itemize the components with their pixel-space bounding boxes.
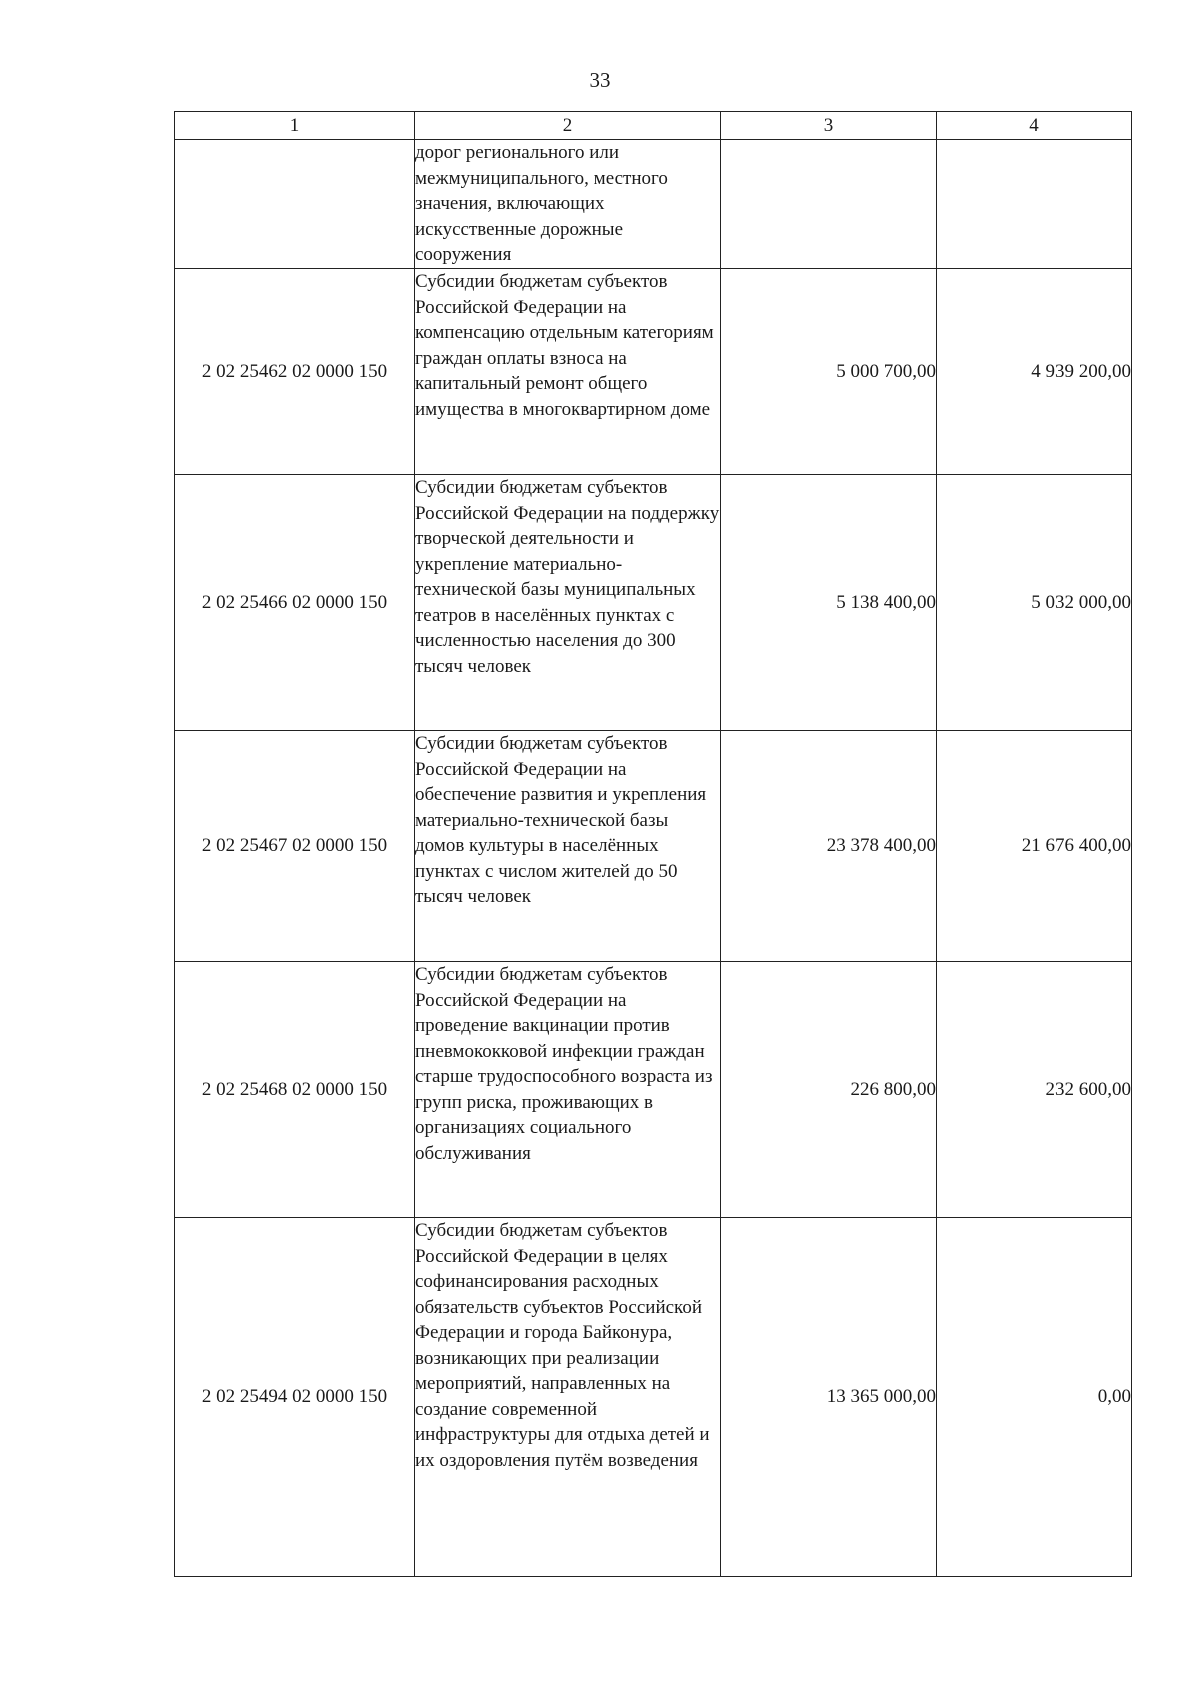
- column-header-1: 1: [175, 112, 415, 140]
- budget-code-cell: 2 02 25462 02 0000 150: [175, 269, 415, 475]
- budget-code-cell: 2 02 25494 02 0000 150: [175, 1218, 415, 1577]
- amount-col4-cell: 232 600,00: [937, 962, 1132, 1218]
- table-row: [175, 140, 1132, 269]
- description-cell: дорог регионального или межмуниципального, местного значения, включающих искусственные дорожные сооружения: [415, 140, 721, 269]
- description-cell: Субсидии бюджетам субъектов Российской Федерации на проведение вакцинации против пневмококковой инфекции граждан старше трудоспособного возраста из групп риска, проживающих в организациях социального обслуживания: [415, 962, 721, 1218]
- budget-code-cell: [175, 140, 415, 269]
- budget-table: [174, 111, 1132, 1577]
- amount-col4-cell: [937, 140, 1132, 269]
- budget-code-cell: 2 02 25466 02 0000 150: [175, 475, 415, 731]
- table-row: [175, 269, 1132, 475]
- column-header-3: 3: [721, 112, 937, 140]
- budget-code-cell: 2 02 25468 02 0000 150: [175, 962, 415, 1218]
- amount-col4-cell: 4 939 200,00: [937, 269, 1132, 475]
- description-cell: Субсидии бюджетам субъектов Российской Федерации в целях софинансирования расходных обязательств субъектов Российской Федерации и города Байконура, возникающих при реализации мероприятий, направленных на создание современной инфраструктуры для отдыха детей и их оздоровления путём возведения: [415, 1218, 721, 1577]
- table-row: [175, 1218, 1132, 1577]
- description-cell: Субсидии бюджетам субъектов Российской Федерации на поддержку творческой деятельности и укрепление материально-технической базы муниципальных театров в населённых пунктах с численностью населения до 300 тысяч человек: [415, 475, 721, 731]
- budget-code-cell: 2 02 25467 02 0000 150: [175, 731, 415, 962]
- amount-col3-cell: 23 378 400,00: [721, 731, 937, 962]
- amount-col3-cell: 5 000 700,00: [721, 269, 937, 475]
- description-cell: Субсидии бюджетам субъектов Российской Федерации на обеспечение развития и укрепления материально-технической базы домов культуры в населённых пунктах с числом жителей до 50 тысяч человек: [415, 731, 721, 962]
- table-header: [175, 112, 1132, 140]
- column-header-2: 2: [415, 112, 721, 140]
- column-header-4: 4: [937, 112, 1132, 140]
- amount-col4-cell: 21 676 400,00: [937, 731, 1132, 962]
- amount-col4-cell: 0,00: [937, 1218, 1132, 1577]
- amount-col3-cell: [721, 140, 937, 269]
- description-cell: Субсидии бюджетам субъектов Российской Федерации на компенсацию отдельным категориям граждан оплаты взноса на капитальный ремонт общего имущества в многоквартирном доме: [415, 269, 721, 475]
- amount-col3-cell: 5 138 400,00: [721, 475, 937, 731]
- amount-col3-cell: 226 800,00: [721, 962, 937, 1218]
- table-row: [175, 475, 1132, 731]
- page-number: 33: [589, 68, 611, 92]
- table-row: [175, 731, 1132, 962]
- amount-col4-cell: 5 032 000,00: [937, 475, 1132, 731]
- table-row: [175, 962, 1132, 1218]
- amount-col3-cell: 13 365 000,00: [721, 1218, 937, 1577]
